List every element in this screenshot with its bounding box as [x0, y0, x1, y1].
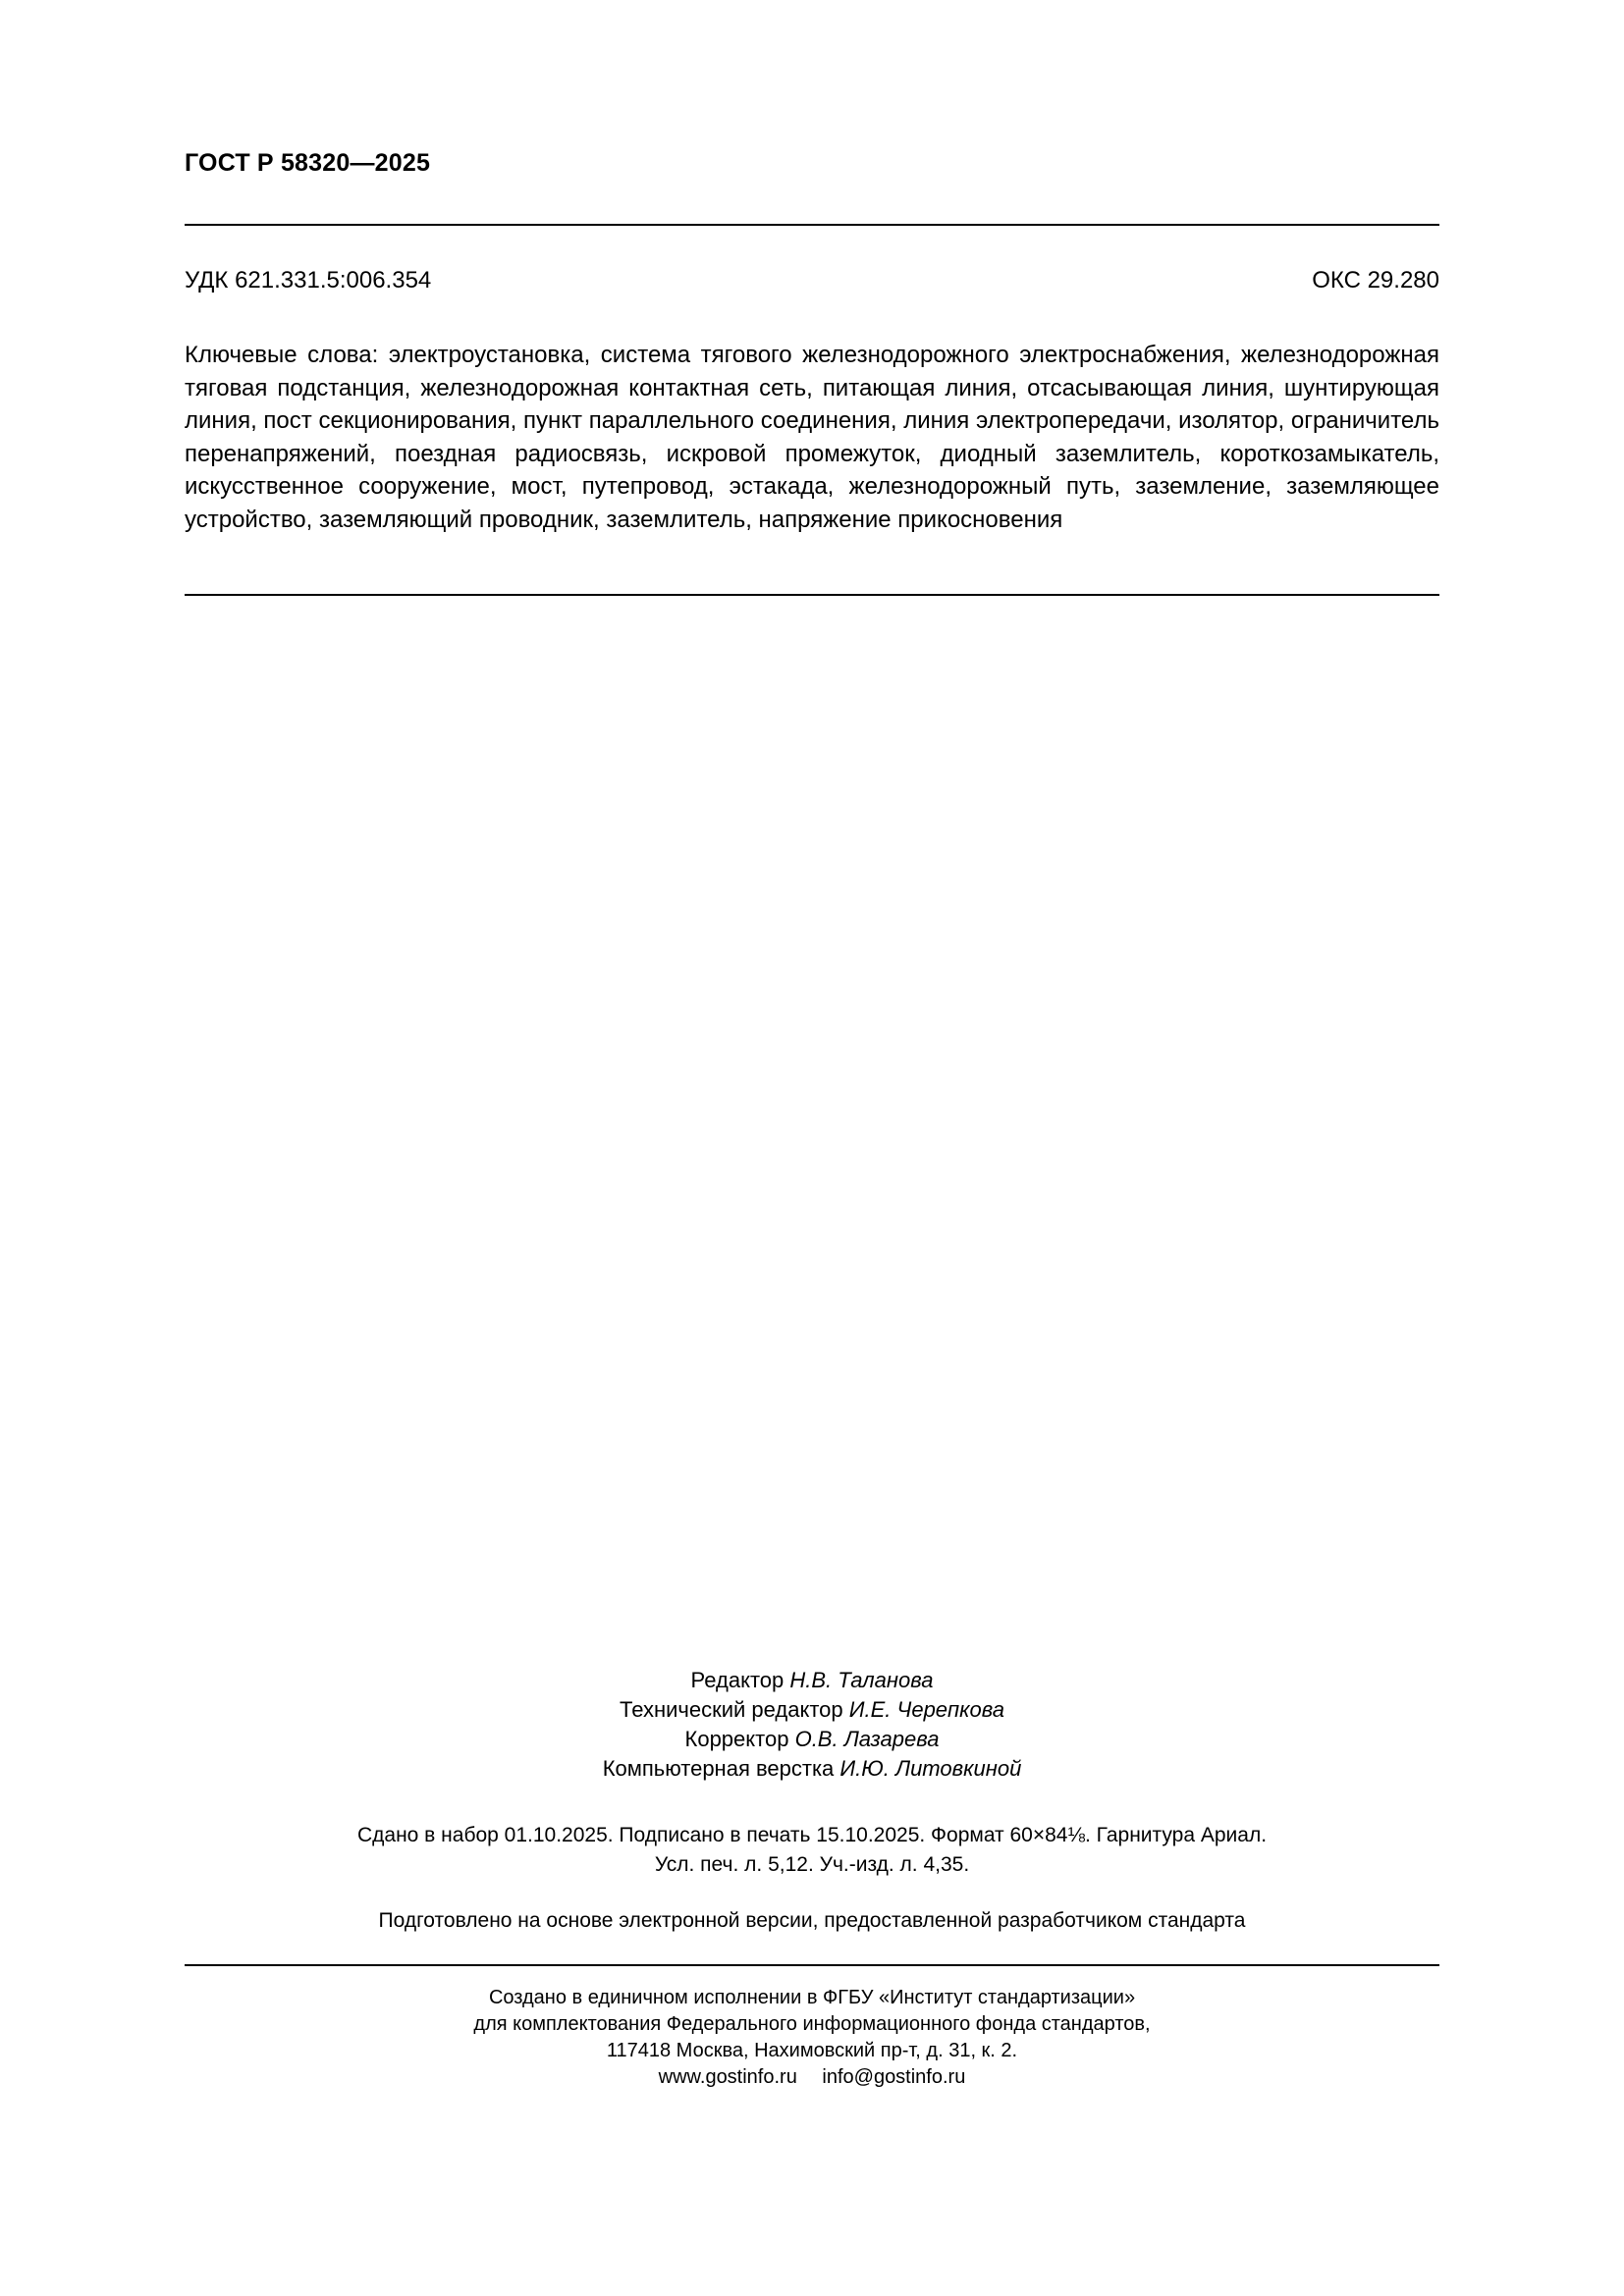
footer-website[interactable]: www.gostinfo.ru — [658, 2066, 797, 2088]
footer-line1: Создано в единичном исполнении в ФГБУ «Институт стандартизации» — [488, 1987, 1136, 2008]
footer-block — [185, 1985, 1439, 2091]
credit-tech-editor-role: Технический редактор — [620, 1697, 843, 1722]
footer-contacts — [185, 2064, 1439, 2091]
credit-editor-role: Редактор — [690, 1668, 785, 1692]
footer-line2: для комплектования Федерального информационного фонда стандартов, — [473, 2013, 1151, 2035]
prepared-note: Подготовлено на основе электронной версии, предоставленной разработчиком стандарта — [378, 1909, 1246, 1932]
credit-editor-name: Н.В. Таланова — [789, 1668, 934, 1692]
credit-editor — [185, 1666, 1439, 1695]
credits-block — [185, 1666, 1439, 1784]
credit-layout-role: Компьютерная верстка — [602, 1756, 835, 1781]
credit-layout — [185, 1754, 1439, 1784]
credit-tech-editor-name: И.Е. Черепкова — [848, 1697, 1004, 1722]
oks-code: ОКС 29.280 — [1312, 267, 1439, 294]
credit-corrector-name: О.В. Лазарева — [794, 1727, 940, 1751]
print-info-line2: Усл. печ. л. 5,12. Уч.-изд. л. 4,35. — [654, 1853, 970, 1876]
classification-codes — [185, 267, 1439, 294]
standard-number: ГОСТ Р 58320—2025 — [185, 149, 431, 177]
page-content — [185, 0, 1439, 2296]
credit-layout-name: И.Ю. Литовкиной — [839, 1756, 1022, 1781]
credit-corrector — [185, 1725, 1439, 1754]
credit-tech-editor — [185, 1695, 1439, 1725]
print-info-block — [185, 1821, 1439, 1880]
footer-email[interactable]: info@gostinfo.ru — [822, 2066, 966, 2088]
divider-top — [185, 224, 1439, 226]
keywords-block: Ключевые слова: электроустановка, система тягового железнодорожного электроснабжения, железнодорожная тяговая подстанция, железнодорожная контактная сеть, питающая линия, отсасывающая линия, шунтирующая линия, пост секционирования, пункт параллельного соединения, линия электропередачи, изолятор, ограничитель перенапряжений, поездная радиосвязь, искровой промежуток, диодный заземлитель, короткозамыкатель, искусственное сооружение, мост, путепровод, эстакада, железнодорожный путь, заземление, заземляющее устройство, заземляющий проводник, заземлитель, напряжение прикосновения — [185, 342, 1439, 533]
udk-code: УДК 621.331.5:006.354 — [185, 267, 432, 294]
divider-bottom — [185, 1964, 1439, 1966]
footer-line3: 117418 Москва, Нахимовский пр-т, д. 31, к. 2. — [606, 2040, 1018, 2061]
print-info-line1: Сдано в набор 01.10.2025. Подписано в печать 15.10.2025. Формат 60×84⅛. Гарнитура Ариал. — [356, 1824, 1268, 1846]
divider-middle — [185, 594, 1439, 596]
credit-corrector-role: Корректор — [684, 1727, 789, 1751]
